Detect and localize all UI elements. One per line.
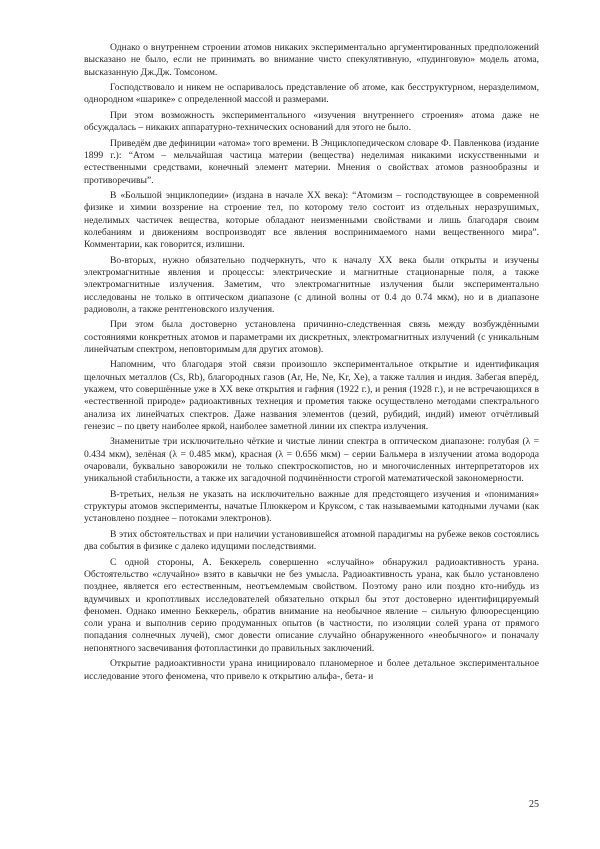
paragraph: С одной стороны, А. Беккерель совершенно «случайно» обнаружил радиоактивность урана. Обстоятельство «случайно» взято в кавычки не без умысла. Радиоактивность урана, как было установлено позднее, является его естественным, неотъемлемым свойством. Поэтому рано или поздно кто-нибудь из вдумчивых и кропотливых исследователей обязательно открыл бы этот достоверно идентифицируемый феномен. Однако именно Беккерель, обратив внимание на необычное явление – сильную флюоресценцию соли урана и выполнив серию продуманных опытов (в частности, по изоляции солей урана от прямого попадания солнечных лучей), смог довести описание случайно обнаруженного «необычного» и поначалу непонятного засвечивания фотопластинки до правильных заключений. — [84, 556, 539, 654]
paragraph: В-третьих, нельзя не указать на исключительно важные для предстоящего изучения и «понимания» структуры атомов эксперименты, начатые Плюккером и Круксом, с так называемыми катодными лучами (как установлено позднее – потоками электронов). — [84, 488, 539, 525]
page-number: 25 — [529, 799, 539, 810]
paragraph: При этом возможность экспериментального «изучения внутреннего строения» атома даже не обсуждалась – никаких аппаратурно-технических оснований для этого не было. — [84, 109, 539, 134]
paragraph: Напомним, что благодаря этой связи произошло экспериментальное открытие и идентификация щелочных металлов (Cs, Rb), благородных газов (Ar, He, Ne, Kr, Xe), а также таллия и индия. Забегая вперёд, укажем, что совершённые уже в XX веке открытия и гафния (1922 г.), и рения (1928 г.), и не встречающихся в «естественной природе» радиоактивных технеция и прометия также осуществлено методами спектрального анализа их линейчатых спектров. Даже названия элементов (цезий, рубидий, индий) имеют отчётливый генезис – по цвету наиболее яркой, наиболее заметной линии их спектра излучения. — [84, 359, 539, 432]
paragraph: Во-вторых, нужно обязательно подчеркнуть, что к началу XX века были открыты и изучены электромагнитные явления и процессы: электрические и магнитные стационарные поля, а также электромагнитные излучения. Заметим, что электромагнитные излучения были экспериментально исследованы не только в оптическом диапазоне (с длиной волны от 0.4 до 0.74 мкм), но и в диапазоне радиоволн, а также рентгеновского излучения. — [84, 254, 539, 315]
paragraph: Знаменитые три исключительно чёткие и чистые линии спектра в оптическом диапазоне: голубая (λ = 0.434 мкм), зелёная (λ = 0.485 мкм), красная (λ = 0.656 мкм) – серии Бальмера в излучении атома водорода очаровали, буквально заворожили не только спектроскопистов, но и многочисленных интерпретаторов их уникальной стабильности, а также их загадочной подчинённости строгой математической закономерности. — [84, 436, 539, 485]
paragraph: При этом была достоверно установлена причинно-следственная связь между возбуждёнными состояниями конкретных атомов и параметрами их дискретных, электромагнитных излучений (с уникальным линейчатым спектром, неповторимым для других атомов). — [84, 319, 539, 355]
paragraph: Господствовало и никем не оспаривалось представление об атоме, как бесструктурном, неразделимом, однородном «шарике» с определенной массой и размерами. — [84, 82, 539, 106]
page-body — [84, 42, 539, 686]
paragraph: В «Большой энциклопедии» (издана в начале XX века): “Атомизм – господствующее в современной физике и химии воззрение на строение тел, по которому тело состоит из отдельных неразрушимых, неделимых частичек вещества, которые обладают неизменными свойствами и лишь благодаря своим колебаниям и движениям воспроизводят все явления воспринимаемого нами вещественного мира”. Комментарии, как говорится, излишни. — [84, 190, 539, 251]
paragraph: Приведём две дефиниции «атома» того времени. В Энциклопедическом словаре Ф. Павленкова (издание 1899 г.): “Атом – мельчайшая частица материи (вещества) неделимая никакими искусственными и естественными средствами, конечный элемент материи. Мнения о свойствах атомов разнообразны и противоречивы”. — [84, 137, 539, 186]
paragraph: В этих обстоятельствах и при наличии установившейся атомной парадигмы на рубеже веков состоялись два события в физике с далеко идущими последствиями. — [84, 528, 539, 553]
paragraph: Однако о внутреннем строении атомов никаких экспериментально аргументированных предположений высказано не было, если не принимать во внимание чисто спекулятивную, «пудинговую» модель атома, высказанную Дж.Дж. Томсоном. — [84, 42, 539, 78]
paragraph: Открытие радиоактивности урана инициировало планомерное и более детальное экспериментальное исследование этого феномена, что привело к открытию альфа-, бета- и — [84, 658, 539, 682]
